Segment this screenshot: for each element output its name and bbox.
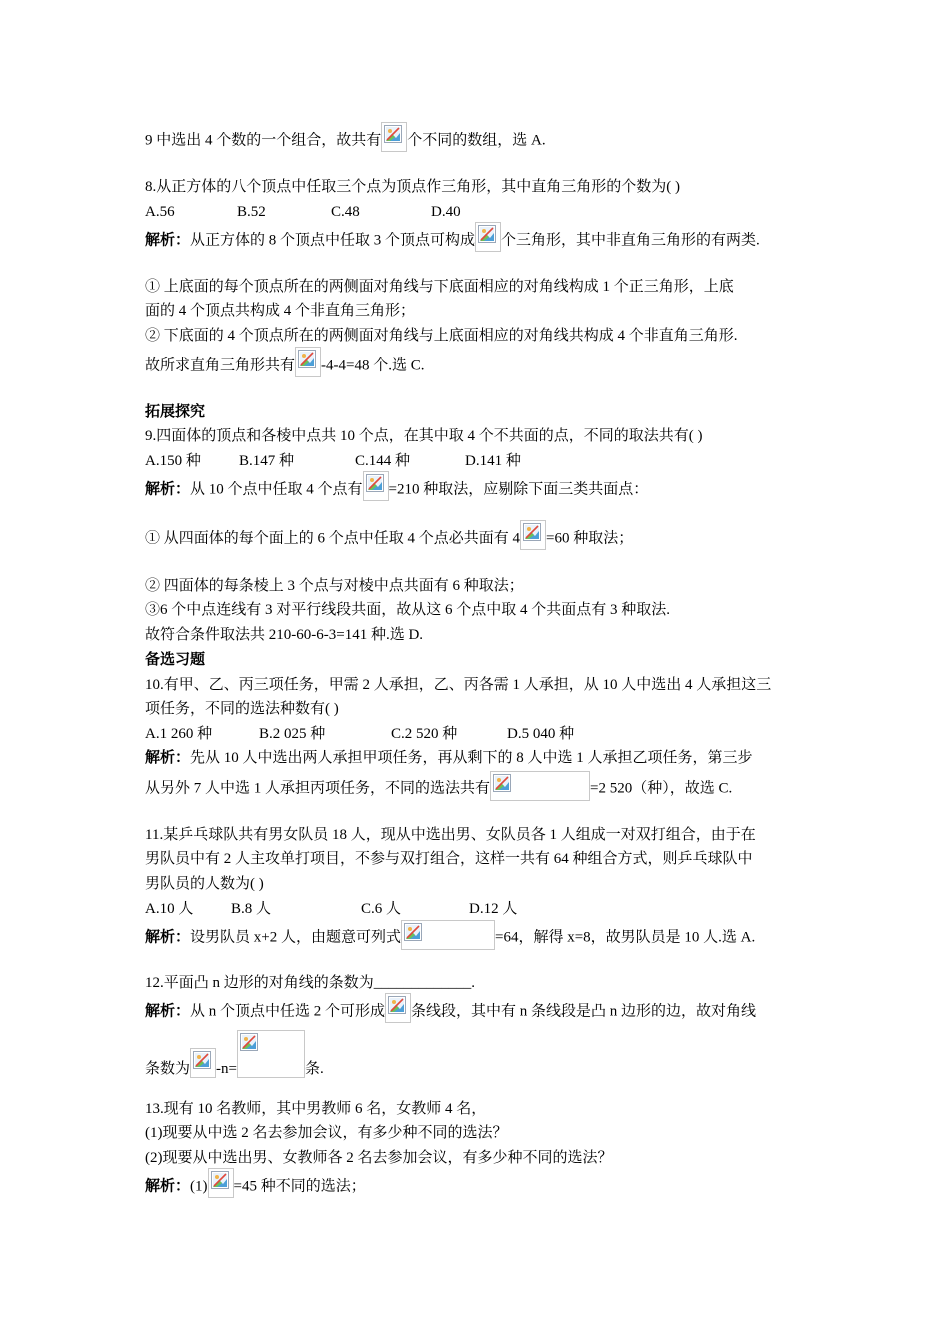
answer-text: ② 下底面的 4 个顶点所在的两侧面对角线与上底面相应的对角线共构成 4 个非直角三角形.: [145, 328, 738, 344]
option-b: B.8 人: [231, 901, 272, 917]
option-b: B.52: [237, 204, 266, 220]
answer-text: 故符合条件取法共 210-60-6-3=141 种.选 D.: [145, 627, 424, 643]
broken-image-icon: [208, 1168, 234, 1198]
answer-text: =210 种取法，应剔除下面三类共面点：: [388, 481, 649, 498]
broken-image-icon: [490, 771, 590, 801]
option-c: C.2 520 种: [391, 726, 458, 742]
question-text: 11.某乒乓球队共有男女队员 18 人，现从中选出男、女队员各 1 人组成一对双打组合，由于在: [145, 827, 756, 843]
text-line: [145, 699, 339, 723]
analysis-label: 解析：: [145, 481, 191, 498]
answer-8: [145, 230, 760, 254]
answer-text: 从另外 7 人中选 1 人承担丙项任务，不同的选法共有: [145, 780, 491, 797]
question-text: 9.四面体的顶点和各棱中点共 10 个点，在其中取 4 个不共面的点，不同的取法共有( ): [145, 428, 703, 444]
answer-text: 条.: [304, 1061, 324, 1077]
answer-text: 先从 10 人中选出两人承担甲项任务，再从剩下的 8 人中选 1 人承担乙项任务，第三步: [190, 750, 753, 766]
option-c: C.6 人: [361, 901, 402, 917]
answer-10: [145, 748, 753, 772]
question-text: 男队员的人数为( ): [145, 876, 264, 892]
text-line: [145, 277, 734, 301]
text-line: [145, 528, 633, 552]
answer-13: [145, 1176, 366, 1200]
question-10: [145, 675, 771, 699]
answer-text: 从正方体的 8 个顶点中任取 3 个顶点可构成: [190, 232, 476, 249]
broken-image-icon: [381, 122, 407, 152]
text-line: [145, 874, 264, 898]
answer-9: [145, 479, 648, 503]
text-line: [145, 1123, 508, 1147]
answer-text: -n=: [216, 1061, 237, 1077]
question-10-options: [145, 724, 574, 748]
broken-image-icon: [520, 520, 546, 550]
line-text: 个不同的数组，选 A.: [407, 132, 546, 149]
answer-text: =60 种取法；: [546, 530, 634, 547]
answer-text: =45 种不同的选法；: [233, 1178, 366, 1195]
option-a: A.1 260 种: [145, 726, 213, 742]
broken-image-icon: [401, 920, 495, 950]
analysis-label: 解析：: [145, 1003, 191, 1020]
answer-text: 条数为: [145, 1061, 191, 1077]
option-b: B.147 种: [239, 453, 295, 469]
question-13: [145, 1099, 486, 1123]
broken-image-icon: [295, 347, 321, 377]
option-c: C.48: [331, 204, 360, 220]
question-text: 男队员中有 2 人主攻单打项目，不参与双打组合，这样一共有 64 种组合方式，则乒乓球队中: [145, 851, 753, 867]
question-text: (1)现要从中选 2 名去参加会议，有多少种不同的选法？: [145, 1125, 508, 1141]
answer-text: 故所求直角三角形共有: [145, 357, 296, 374]
text-line: [145, 849, 753, 873]
text-line: [145, 326, 738, 350]
option-c: C.144 种: [355, 453, 411, 469]
question-9-options: [145, 451, 521, 475]
answer-text: =64，解得 x=8，故男队员是 10 人.选 A.: [494, 929, 756, 946]
text-line: [145, 777, 732, 801]
answer-text: 设男队员 x+2 人，由题意可列式: [190, 929, 401, 946]
option-a: A.10 人: [145, 901, 194, 917]
question-11: [145, 825, 756, 849]
answer-text: ③6 个中点连线有 3 对平行线段共面，故从这 6 个点中取 4 个共面点有 3 种取法.: [145, 602, 671, 618]
text-line: [145, 130, 546, 154]
text-line: [145, 600, 670, 624]
question-8-options: [145, 202, 461, 226]
question-text: 13.现有 10 名教师，其中男教师 6 名，女教师 4 名，: [145, 1101, 487, 1117]
question-text: 10.有甲、乙、丙三项任务，甲需 2 人承担，乙、丙各需 1 人承担，从 10 人中选出 4 人承担这三: [145, 677, 772, 693]
option-d: D.5 040 种: [507, 726, 575, 742]
text-line: [145, 1059, 324, 1083]
answer-text: ① 上底面的每个顶点所在的两侧面对角线与下底面相应的对角线构成 1 个正三角形，上底: [145, 279, 734, 295]
text-line: [145, 301, 415, 325]
answer-11: [145, 926, 755, 950]
answer-text: ② 四面体的每条棱上 3 个点与对棱中点共面有 6 种取法；: [145, 578, 524, 594]
question-8: [145, 177, 680, 201]
option-d: D.141 种: [465, 453, 521, 469]
analysis-label: 解析：: [145, 750, 191, 766]
option-a: A.150 种: [145, 453, 201, 469]
broken-image-icon: [475, 222, 501, 252]
answer-text: 面的 4 个顶点共构成 4 个非直角三角形；: [145, 303, 416, 319]
broken-image-icon: [237, 1030, 305, 1078]
option-d: D.12 人: [469, 901, 518, 917]
answer-text: (1): [190, 1178, 208, 1195]
broken-image-icon: [190, 1048, 216, 1078]
answer-text: 个三角形，其中非直角三角形的有两类.: [501, 232, 760, 249]
question-text: (2)现要从中选出男、女教师各 2 名去参加会议，有多少种不同的选法？: [145, 1150, 613, 1166]
line-text: 9 中选出 4 个数的一个组合，故共有: [145, 132, 382, 149]
text-line: [145, 625, 423, 649]
text-line: [145, 576, 524, 600]
question-9: [145, 426, 703, 450]
answer-text: 条线段，其中有 n 条线段是凸 n 边形的边，故对角线: [411, 1003, 757, 1020]
answer-text: ① 从四面体的每个面上的 6 个点中任取 4 个点必共面有 4: [145, 530, 521, 547]
question-text: 12.平面凸 n 边形的对角线的条数为_____________.: [145, 975, 476, 991]
answer-text: 从 10 个点中任取 4 个点有: [190, 481, 363, 498]
answer-12: [145, 1001, 756, 1025]
text-line: [145, 355, 424, 379]
option-a: A.56: [145, 204, 175, 220]
answer-text: -4-4=48 个.选 C.: [321, 357, 425, 374]
question-text: 8.从正方体的八个顶点中任取三个点为顶点作三角形，其中直角三角形的个数为( ): [145, 179, 680, 195]
broken-image-icon: [385, 993, 411, 1023]
section-heading: 备选习题: [145, 652, 206, 668]
analysis-label: 解析：: [145, 232, 191, 249]
analysis-label: 解析：: [145, 1178, 191, 1195]
option-d: D.40: [431, 204, 461, 220]
section-heading: 拓展探究: [145, 404, 206, 420]
broken-image-icon: [363, 471, 389, 501]
analysis-label: 解析：: [145, 929, 191, 946]
answer-text: 从 n 个顶点中任选 2 个可形成: [190, 1003, 386, 1020]
question-12: [145, 973, 475, 997]
question-text: 项任务，不同的选法种数有( ): [145, 701, 339, 717]
answer-text: =2 520（种），故选 C.: [590, 780, 733, 797]
option-b: B.2 025 种: [259, 726, 326, 742]
